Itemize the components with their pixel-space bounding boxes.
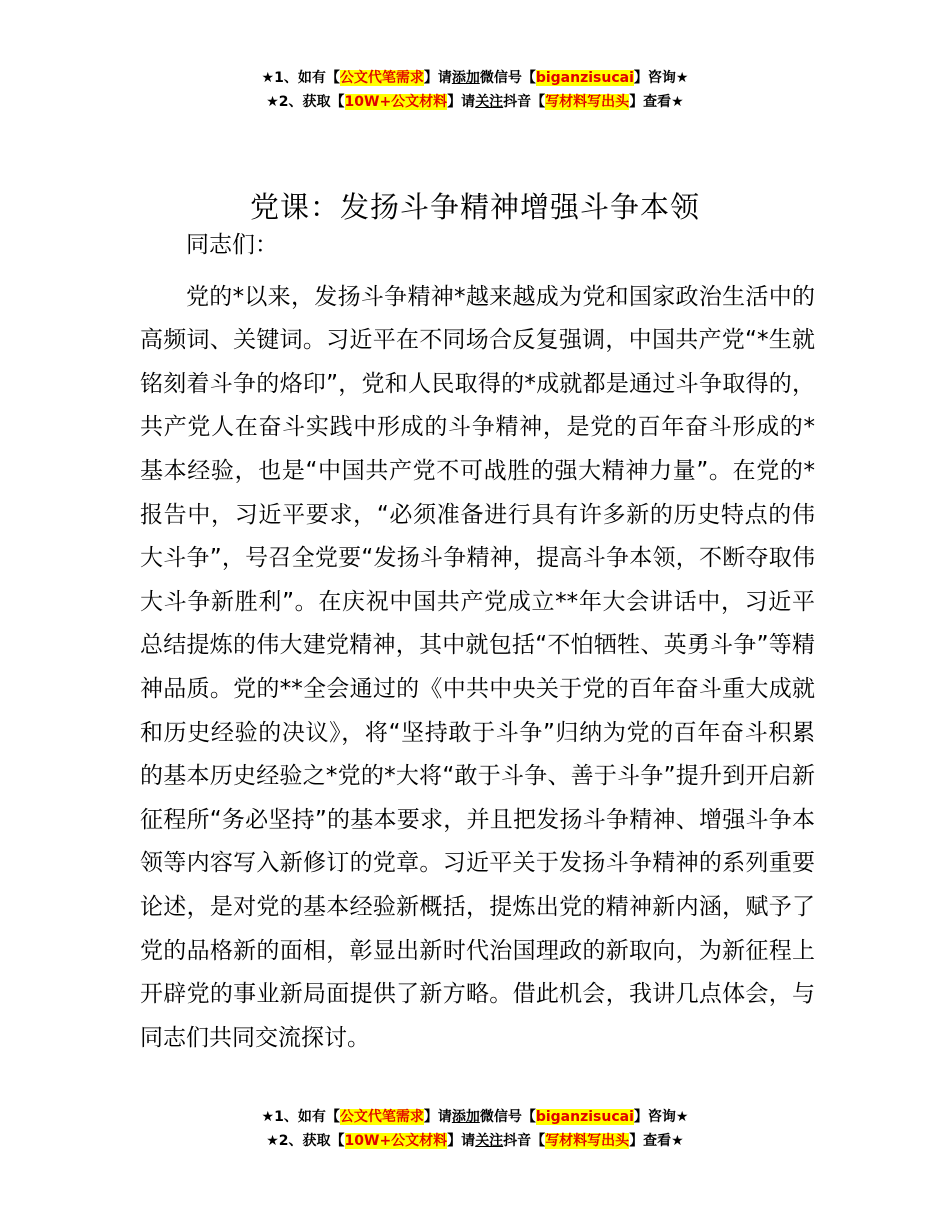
banner-text: ★1、如有【 xyxy=(261,70,340,86)
banner-highlight: 公文代笔需求 xyxy=(339,70,424,86)
banner-text: 抖音【 xyxy=(503,94,546,110)
footer-banner xyxy=(0,1105,950,1153)
banner-text: 】咨询★ xyxy=(633,70,689,86)
banner-text: 】咨询★ xyxy=(633,1109,689,1125)
document-body xyxy=(140,224,815,1060)
banner-highlight: 写材料写出头 xyxy=(545,94,630,110)
banner-line-2 xyxy=(0,90,950,114)
banner-text: 】请 xyxy=(447,1133,476,1149)
banner-text: ★2、获取【 xyxy=(266,94,345,110)
banner-text: 】查看★ xyxy=(629,1133,684,1149)
body-paragraph: 党的*以来，发扬斗争精神*越来越成为党和国家政治生活中的高频词、关键词。习近平在不同场合反复强调，中国共产党“*生就铭刻着斗争的烙印”，党和人民取得的*成就都是通过斗争取得的，共产党人在奋斗实践中形成的斗争精神，是党的百年奋斗形成的*基本经验，也是“中国共产党不可战胜的强大精神力量”。在党的*报告中，习近平要求，“必须准备进行具有许多新的历史特点的伟大斗争”，号召全党要“发扬斗争精神，提高斗争本领，不断夺取伟大斗争新胜利”。在庆祝中国共产党成立**年大会讲话中，习近平总结提炼的伟大建党精神，其中就包括“不怕牺牲、英勇斗争”等精神品质。党的**全会通过的《中共中央关于党的百年奋斗重大成就和历史经验的决议》，将“坚持敢于斗争”归纳为党的百年奋斗积累的基本历史经验之*党的*大将“敢于斗争、善于斗争”提升到开启新征程所“务必坚持”的基本要求，并且把发扬斗争精神、增强斗争本领等内容写入新修订的党章。习近平关于发扬斗争精神的系列重要论述，是对党的基本经验新概括，提炼出党的精神新内涵，赋予了党的品格新的面相，彰显出新时代治国理政的新取向，为新征程上开辟党的事业新局面提供了新方略。借此机会，我讲几点体会，与同志们共同交流探讨。 xyxy=(140,283,815,1051)
banner-text: 抖音【 xyxy=(503,1133,546,1149)
banner-text: 】请 xyxy=(447,94,476,110)
banner-underlined-text: 添加 xyxy=(451,1109,480,1125)
banner-line-2 xyxy=(0,1129,950,1153)
document-title: 党课：发扬斗争精神增强斗争本领 xyxy=(249,190,700,225)
banner-highlight: 写材料写出头 xyxy=(545,1133,630,1149)
banner-text: 微信号【 xyxy=(479,70,536,86)
banner-highlight: biganzisucai xyxy=(535,70,634,86)
banner-text: ★2、获取【 xyxy=(266,1133,345,1149)
banner-highlight: 10W+公文材料 xyxy=(344,94,448,110)
banner-highlight: 10W+公文材料 xyxy=(344,1133,448,1149)
greeting: 同志们： xyxy=(186,232,278,258)
header-banner xyxy=(0,66,950,114)
banner-highlight: 公文代笔需求 xyxy=(339,1109,424,1125)
banner-highlight: biganzisucai xyxy=(535,1109,634,1125)
banner-text: 微信号【 xyxy=(479,1109,536,1125)
banner-underlined-text: 关注 xyxy=(475,1133,504,1149)
banner-underlined-text: 添加 xyxy=(451,70,480,86)
banner-text: ★1、如有【 xyxy=(261,1109,340,1125)
banner-text: 】查看★ xyxy=(629,94,684,110)
banner-line-1 xyxy=(0,66,950,90)
banner-line-1 xyxy=(0,1105,950,1129)
banner-text: 】请 xyxy=(423,1109,452,1125)
banner-underlined-text: 关注 xyxy=(475,94,504,110)
banner-text: 】请 xyxy=(423,70,452,86)
